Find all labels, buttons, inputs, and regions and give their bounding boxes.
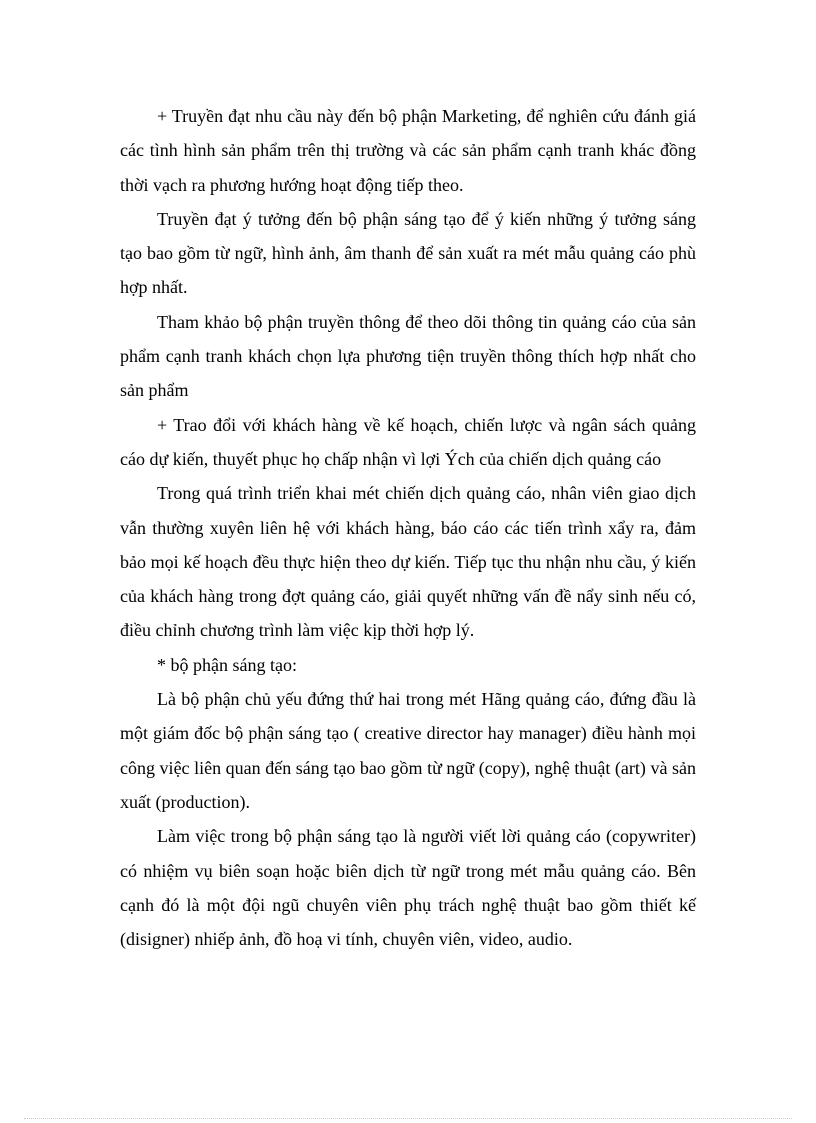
section-heading-creative-dept: * bộ phận sáng tạo: bbox=[157, 654, 297, 675]
paragraph-creative-dept: Là bộ phận chủ yếu đứng thứ hai trong mét Hãng quảng cáo, đứng đầu là một giám đốc bộ phận sáng tạo ( creative director hay manager) điều hành mọi công việc liên quan đến sáng tạo bao gồm từ ngữ (copy), nghệ thuật (art) và sản xuất (production). bbox=[120, 689, 696, 812]
paragraph-campaign-process: Trong quá trình triển khai mét chiến dịch quảng cáo, nhân viên giao dịch vẫn thường xuyên liên hệ với khách hàng, báo cáo các tiến trình xẩy ra, đảm bảo mọi kế hoạch đều thực hiện theo dự kiến. Tiếp tục thu nhận nhu cầu, ý kiến của khách hàng trong đợt quảng cáo, giải quyết những vấn đề nẩy sinh nếu có, điều chỉnh chương trình làm việc kịp thời hợp lý. bbox=[120, 483, 696, 641]
document-body bbox=[120, 99, 696, 956]
page-bottom-divider bbox=[24, 1118, 792, 1119]
paragraph-copywriter: Làm việc trong bộ phận sáng tạo là người viết lời quảng cáo (copywriter) có nhiệm vụ biên soạn hoặc biên dịch từ ngữ trong mét mẫu quảng cáo. Bên cạnh đó là một đội ngũ chuyên viên phụ trách nghệ thuật bao gồm thiết kế (disigner) nhiếp ảnh, đồ hoạ vi tính, chuyên viên, video, audio. bbox=[120, 826, 696, 950]
paragraph-client-exchange: + Trao đổi với khách hàng về kế hoạch, chiến lược và ngân sách quảng cáo dự kiến, thuyết phục họ chấp nhận vì lợi Ých của chiến dịch quảng cáo bbox=[120, 414, 696, 469]
paragraph-media: Tham khảo bộ phận truyền thông để theo dõi thông tin quảng cáo của sản phẩm cạnh tranh khách chọn lựa phương tiện truyền thông thích hợp nhất cho sản phẩm bbox=[120, 311, 696, 401]
paragraph-creative-ideas: Truyền đạt ý tưởng đến bộ phận sáng tạo để ý kiến những ý tưởng sáng tạo bao gồm từ ngữ, hình ảnh, âm thanh để sản xuất ra mét mẫu quảng cáo phù hợp nhất. bbox=[120, 208, 696, 298]
paragraph-marketing: + Truyền đạt nhu cầu này đến bộ phận Marketing, để nghiên cứu đánh giá các tình hình sản phẩm trên thị trường và các sản phẩm cạnh tranh khác đồng thời vạch ra phương hướng hoạt động tiếp theo. bbox=[120, 106, 696, 195]
